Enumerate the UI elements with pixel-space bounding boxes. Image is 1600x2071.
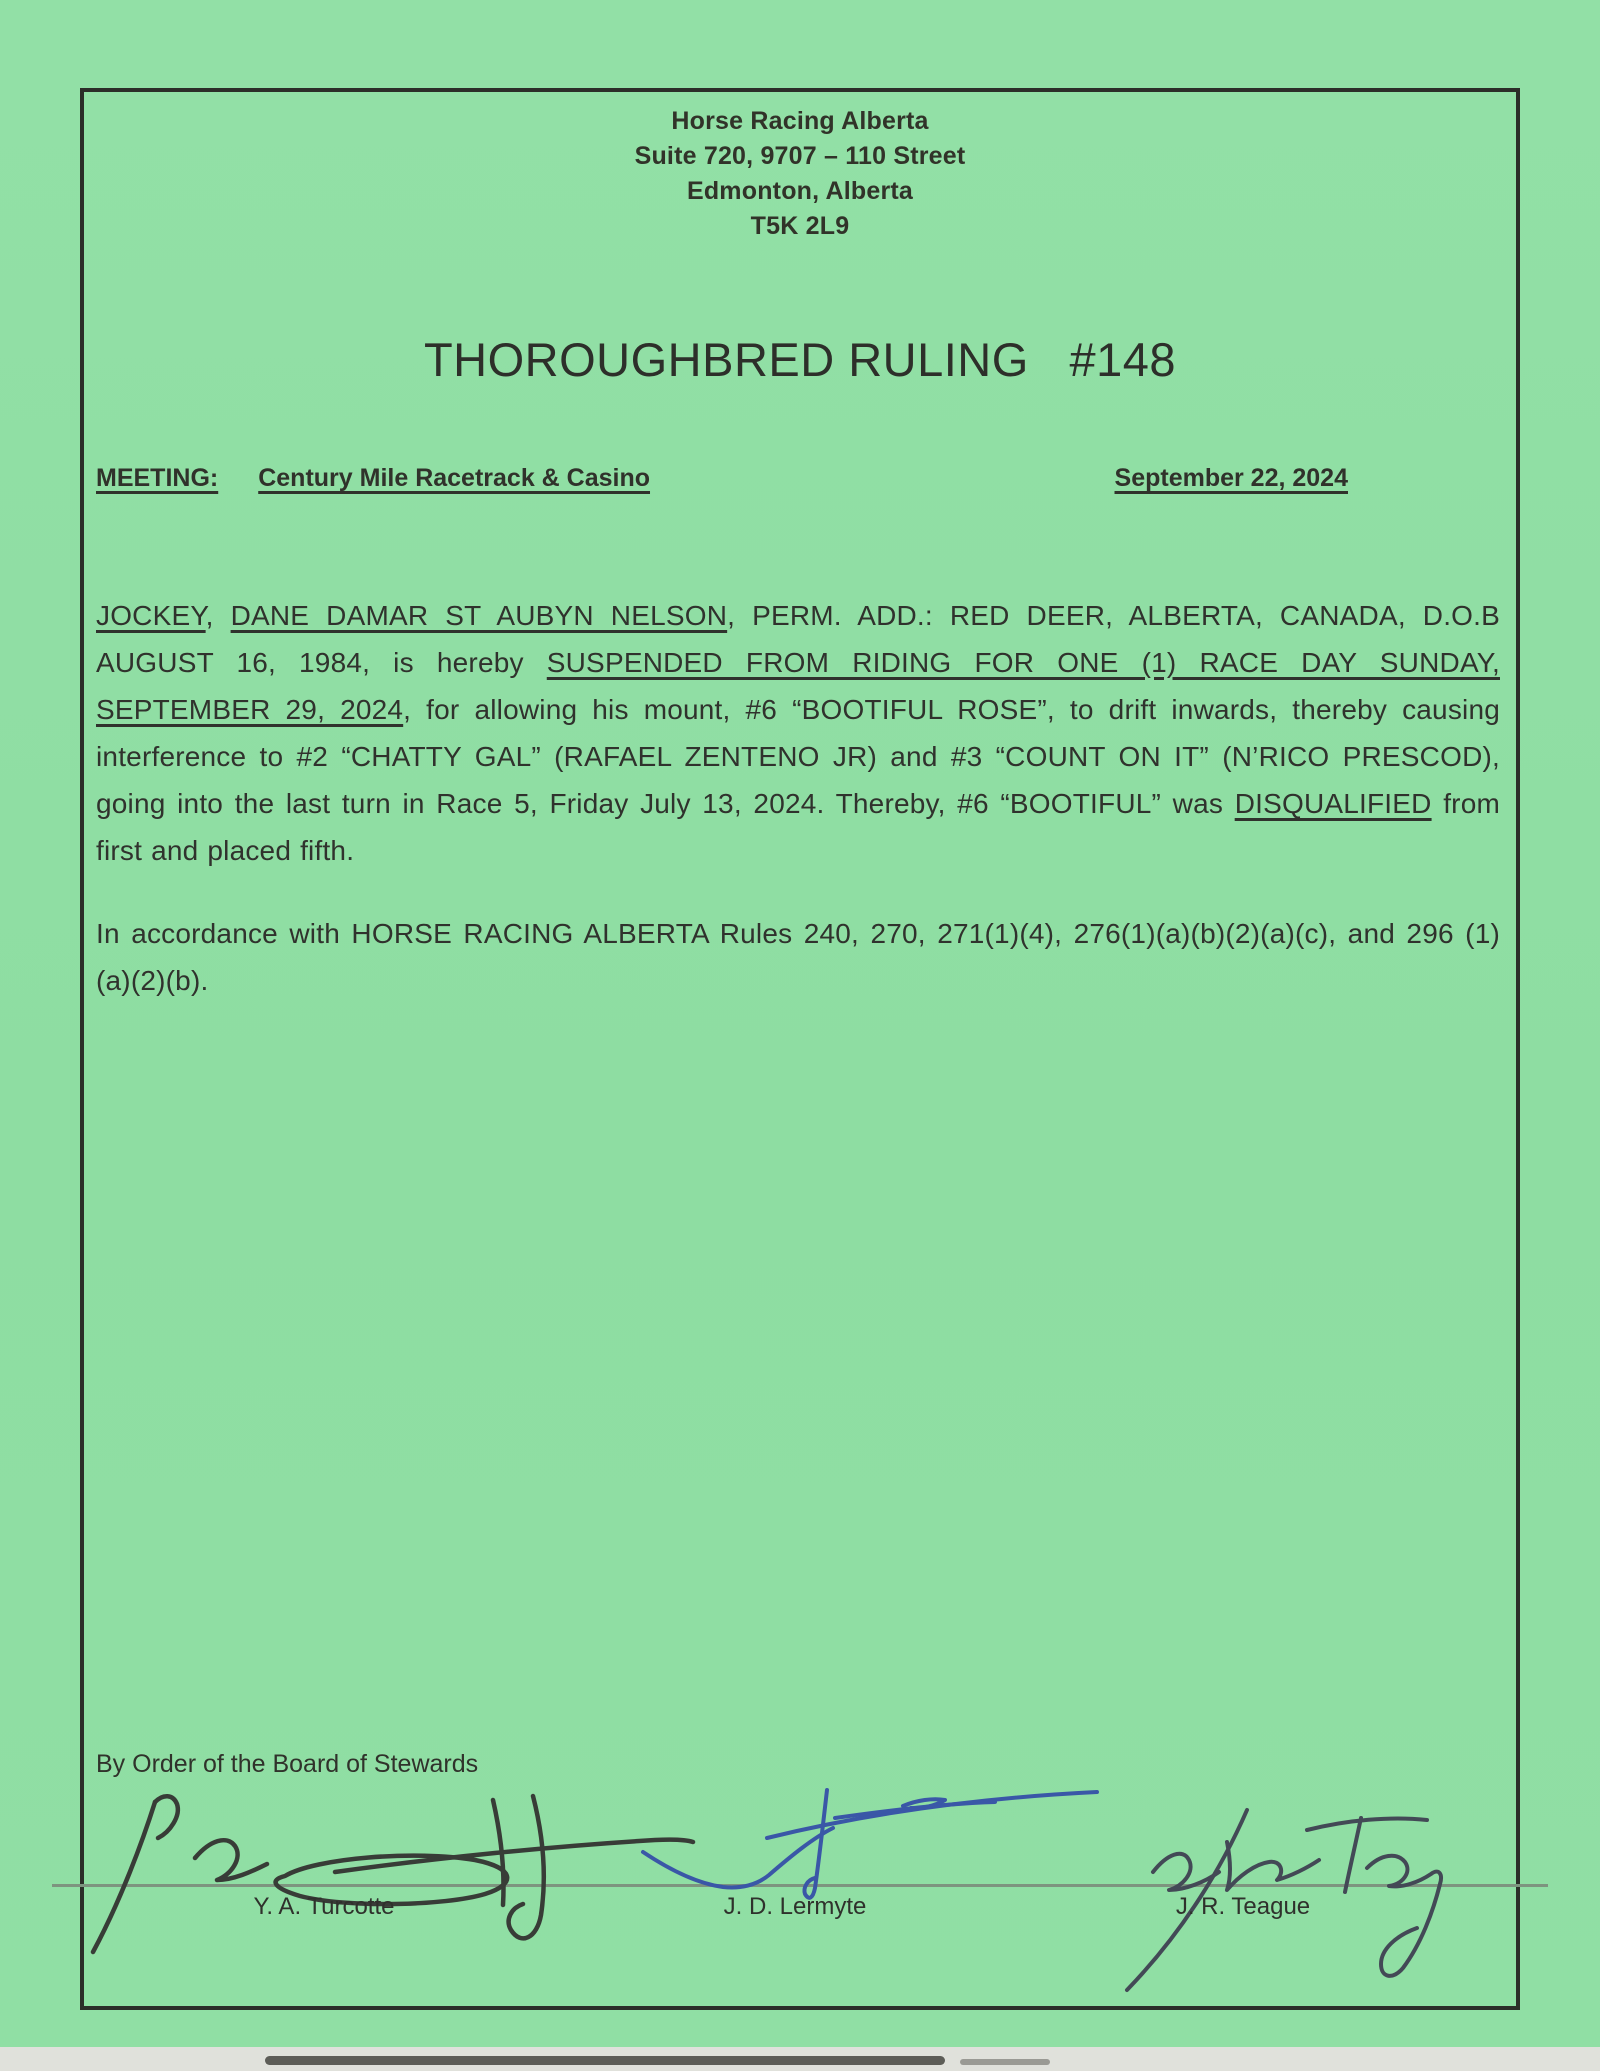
postal-code: T5K 2L9 <box>750 212 850 240</box>
signatory-name-teague: J. R. Teague <box>1175 1893 1311 1920</box>
address-line-2: Edmonton, Alberta <box>686 177 914 205</box>
meeting-date: September 22, 2024 <box>1114 464 1348 492</box>
scan-smudge <box>960 2059 1050 2065</box>
signatory-name-turcotte: Y. A. Turcotte <box>253 1893 395 1920</box>
rules-citation-paragraph: In accordance with HORSE RACING ALBERTA Rules 240, 270, 271(1)(4), 276(1)(a)(b)(2)(a)(c), and 296 (1)(a)(2)(b). <box>96 918 1500 996</box>
org-name: Horse Racing Alberta <box>671 107 929 135</box>
lermyte-signature <box>643 1790 1097 1898</box>
scan-edge-artifact <box>0 2047 1600 2071</box>
signatory-name-lermyte: J. D. Lermyte <box>723 1893 867 1920</box>
meeting-label: MEETING: <box>96 464 219 492</box>
letterhead <box>0 104 1600 244</box>
turcotte-signature <box>93 1796 693 1952</box>
document-title: THOROUGHBRED RULING #148 <box>423 333 1177 386</box>
meeting-venue: Century Mile Racetrack & Casino <box>258 464 651 492</box>
meeting-row <box>96 464 1500 493</box>
by-order-line: By Order of the Board of Stewards <box>96 1750 479 1778</box>
scan-smudge <box>265 2056 945 2065</box>
address-line-1: Suite 720, 9707 – 110 Street <box>634 142 966 170</box>
ruling-paragraph: JOCKEY, DANE DAMAR ST AUBYN NELSON, PERM. ADD.: RED DEER, ALBERTA, CANADA, D.O.B AUGUST 16, 1984, is hereby SUSPENDED FROM RIDING FOR ONE (1) RACE DAY SUNDAY, SEPTEMBER 29, 2024, for allowing his mount, #6 “BOOTIFUL ROSE”, to drift inwards, thereby causing interference to #2 “CHATTY GAL” (RAFAEL ZENTENO JR) and #3 “COUNT ON IT” (N’RICO PRESCOD), going into the last turn in Race 5, Friday July 13, 2024. Thereby, #6 “BOOTIFUL” was DISQUALIFIED from first and placed fifth. <box>96 600 1501 866</box>
